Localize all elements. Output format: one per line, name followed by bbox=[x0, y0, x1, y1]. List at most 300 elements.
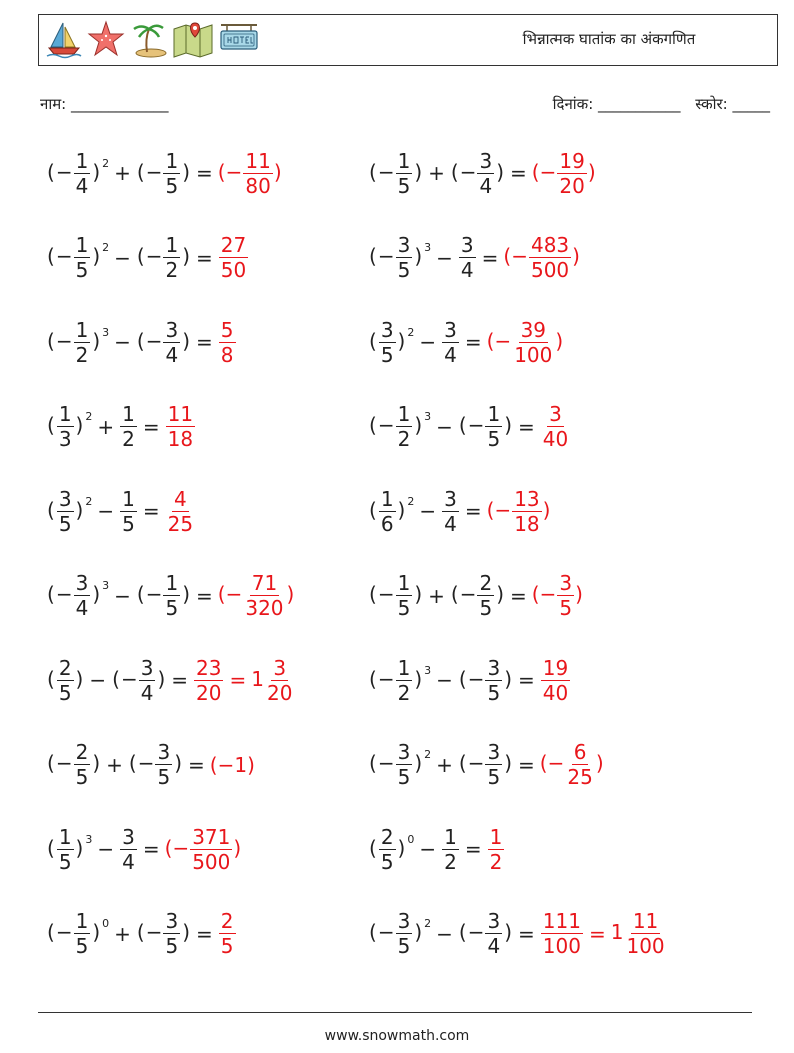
denominator: 50 bbox=[220, 258, 247, 282]
open-paren: ( bbox=[458, 666, 467, 691]
operator: + bbox=[428, 583, 445, 608]
operator: − bbox=[436, 414, 453, 439]
denominator: 3 bbox=[58, 427, 72, 451]
fraction bbox=[396, 655, 413, 705]
close-paren: ) bbox=[75, 835, 84, 860]
fraction bbox=[541, 911, 583, 956]
operator: − bbox=[419, 499, 437, 523]
term bbox=[136, 911, 191, 956]
close-paren: ) bbox=[496, 582, 505, 606]
denominator: 5 bbox=[397, 173, 411, 198]
fraction bbox=[120, 824, 137, 874]
hotel-sign-icon bbox=[217, 19, 261, 59]
close-paren: ) bbox=[414, 582, 423, 606]
term bbox=[368, 911, 431, 956]
numerator: 3 bbox=[444, 317, 457, 342]
numerator: 11 bbox=[245, 148, 271, 173]
denominator: 5 bbox=[58, 511, 72, 536]
term bbox=[458, 911, 513, 956]
term bbox=[136, 148, 191, 198]
fraction bbox=[74, 911, 91, 956]
denominator: 25 bbox=[567, 765, 593, 789]
minus-sign: − bbox=[55, 159, 73, 184]
numerator: 11 bbox=[167, 402, 194, 426]
numerator: 3 bbox=[479, 148, 493, 173]
problem-3 bbox=[46, 228, 249, 288]
term bbox=[46, 317, 110, 367]
open-paren: ( bbox=[539, 751, 548, 775]
equals-sign: = bbox=[518, 668, 535, 692]
close-paren: ) bbox=[542, 497, 551, 522]
close-paren: ) bbox=[504, 751, 513, 775]
close-paren: ) bbox=[414, 159, 423, 184]
fraction bbox=[396, 742, 413, 787]
numerator: 371 bbox=[192, 824, 231, 849]
numerator: 1 bbox=[489, 824, 503, 849]
operator: − bbox=[97, 837, 115, 861]
open-paren: ( bbox=[47, 751, 55, 775]
open-paren: ( bbox=[450, 159, 459, 184]
problem-20 bbox=[368, 904, 668, 964]
term bbox=[368, 235, 431, 280]
exponent: 0 bbox=[102, 917, 110, 930]
open-paren: ( bbox=[369, 920, 377, 944]
answer bbox=[540, 911, 584, 956]
equals-sign: = bbox=[464, 837, 482, 861]
numerator: 23 bbox=[196, 655, 222, 680]
exponent: 3 bbox=[102, 325, 110, 339]
fraction bbox=[163, 235, 180, 280]
exponent: 2 bbox=[407, 494, 415, 508]
numerator: 1 bbox=[165, 233, 179, 257]
denominator: 18 bbox=[514, 511, 540, 536]
numerator: 3 bbox=[559, 571, 573, 595]
minus-sign: − bbox=[145, 920, 163, 944]
operator: − bbox=[97, 499, 115, 523]
exponent: 2 bbox=[407, 325, 415, 339]
operator: + bbox=[114, 161, 131, 185]
fraction bbox=[442, 486, 459, 536]
denominator: 100 bbox=[514, 342, 553, 367]
fraction bbox=[529, 235, 571, 280]
exponent: 3 bbox=[424, 663, 432, 677]
close-paren: ) bbox=[92, 159, 101, 184]
close-paren: ) bbox=[504, 920, 513, 944]
denominator: 5 bbox=[165, 173, 179, 198]
open-paren: ( bbox=[47, 920, 55, 944]
denominator: 20 bbox=[559, 173, 585, 198]
operator: + bbox=[114, 921, 131, 946]
numerator: 11 bbox=[632, 909, 659, 933]
minus-sign: − bbox=[377, 582, 395, 606]
close-paren: ) bbox=[92, 328, 101, 353]
numerator: 3 bbox=[75, 571, 89, 595]
numerator: 5 bbox=[220, 317, 234, 342]
open-paren: ( bbox=[136, 920, 145, 944]
problem-6 bbox=[368, 312, 563, 372]
close-paren: ) bbox=[414, 244, 423, 268]
numerator: 27 bbox=[220, 233, 247, 257]
answer bbox=[165, 404, 196, 449]
fraction bbox=[396, 911, 413, 956]
operator: − bbox=[114, 330, 131, 354]
denominator: 5 bbox=[75, 934, 89, 958]
problem-13 bbox=[46, 650, 295, 710]
fraction bbox=[488, 824, 505, 874]
denominator: 4 bbox=[444, 342, 457, 367]
denominator: 5 bbox=[397, 258, 411, 282]
denominator: 5 bbox=[157, 765, 171, 789]
fraction bbox=[219, 235, 248, 280]
term bbox=[458, 235, 477, 280]
close-paren: ) bbox=[414, 666, 423, 691]
equals-sign: = bbox=[171, 668, 189, 692]
close-paren: ) bbox=[92, 751, 101, 775]
problem-16 bbox=[368, 735, 604, 795]
worksheet-header bbox=[38, 14, 778, 66]
open-paren: ( bbox=[369, 835, 377, 860]
answer bbox=[532, 573, 583, 618]
numerator: 2 bbox=[380, 824, 394, 849]
problem-17 bbox=[46, 819, 241, 879]
answer bbox=[540, 655, 571, 705]
denominator: 5 bbox=[380, 849, 394, 874]
fraction bbox=[190, 824, 232, 874]
equals-sign: = bbox=[481, 245, 499, 270]
exponent: 3 bbox=[424, 241, 432, 254]
denominator: 5 bbox=[165, 934, 179, 958]
fraction bbox=[541, 655, 570, 705]
numerator: 1 bbox=[397, 655, 411, 680]
fraction bbox=[396, 235, 413, 280]
minus-sign: − bbox=[225, 582, 243, 606]
fraction bbox=[485, 655, 502, 705]
fraction bbox=[477, 573, 494, 618]
numerator: 1 bbox=[122, 486, 135, 511]
minus-sign: − bbox=[225, 159, 243, 184]
term bbox=[46, 655, 84, 705]
footer-url: www.snowmath.com bbox=[324, 1028, 470, 1044]
denominator: 100 bbox=[542, 934, 581, 958]
minus-sign: − bbox=[547, 751, 565, 775]
equals-sign: = bbox=[518, 921, 535, 946]
open-paren: ( bbox=[47, 666, 55, 691]
denominator: 2 bbox=[489, 849, 503, 874]
denominator: 4 bbox=[75, 173, 89, 198]
operator: − bbox=[114, 583, 131, 608]
fraction bbox=[57, 655, 74, 705]
fraction bbox=[57, 404, 74, 449]
numerator: 1 bbox=[58, 402, 72, 426]
open-paren: ( bbox=[369, 666, 377, 691]
term bbox=[111, 655, 166, 705]
denominator: 20 bbox=[266, 680, 293, 705]
term bbox=[450, 573, 505, 618]
fraction bbox=[477, 148, 494, 198]
numerator: 3 bbox=[444, 486, 457, 511]
exponent: 2 bbox=[424, 748, 432, 761]
term bbox=[119, 824, 138, 874]
close-paren: ) bbox=[92, 920, 101, 944]
exponent: 2 bbox=[102, 156, 110, 170]
denominator: 5 bbox=[75, 258, 89, 282]
exponent: 3 bbox=[85, 832, 93, 846]
term bbox=[46, 148, 110, 198]
answer bbox=[164, 824, 242, 874]
fraction bbox=[163, 317, 180, 367]
answer bbox=[540, 742, 604, 787]
numerator: 3 bbox=[165, 909, 179, 933]
operator: − bbox=[114, 245, 131, 270]
open-paren: ( bbox=[136, 582, 145, 606]
fraction bbox=[379, 824, 396, 874]
numerator: 483 bbox=[530, 233, 570, 257]
fraction bbox=[557, 148, 586, 198]
minus-sign: − bbox=[459, 582, 477, 606]
denominator: 5 bbox=[58, 680, 72, 705]
minus-sign: − bbox=[459, 159, 477, 184]
answer bbox=[540, 404, 571, 449]
exponent: 2 bbox=[85, 410, 93, 423]
close-paren: ) bbox=[587, 159, 596, 184]
exponent: 2 bbox=[85, 494, 93, 508]
fraction bbox=[120, 486, 137, 536]
fraction bbox=[74, 742, 91, 787]
numerator: 19 bbox=[542, 655, 569, 680]
date-field: दिनांक: ___________ bbox=[552, 95, 681, 113]
close-paren: ) bbox=[75, 497, 84, 522]
minus-sign: − bbox=[55, 920, 73, 944]
term bbox=[128, 742, 183, 787]
worksheet-title: भिन्नात्मक घातांक का अंकगणित bbox=[522, 30, 696, 48]
denominator: 2 bbox=[75, 342, 89, 367]
numerator: 3 bbox=[157, 740, 171, 764]
numerator: 1 bbox=[122, 402, 135, 426]
numerator: 3 bbox=[273, 655, 287, 680]
fraction bbox=[485, 404, 502, 449]
denominator: 100 bbox=[626, 934, 665, 958]
fraction bbox=[243, 573, 285, 618]
open-paren: ( bbox=[47, 328, 55, 353]
term bbox=[368, 742, 431, 787]
numerator: 3 bbox=[397, 740, 411, 764]
open-paren: ( bbox=[450, 582, 459, 606]
equals-sign: = bbox=[196, 245, 213, 270]
close-paren: ) bbox=[92, 582, 101, 606]
close-paren: ) bbox=[286, 582, 295, 606]
equals-sign: = bbox=[188, 752, 205, 777]
open-paren: ( bbox=[217, 159, 226, 184]
denominator: 4 bbox=[122, 849, 135, 874]
denominator: 320 bbox=[245, 596, 284, 620]
term bbox=[136, 317, 191, 367]
open-paren: ( bbox=[47, 835, 55, 860]
problem-11 bbox=[46, 566, 294, 626]
minus-sign: − bbox=[55, 328, 73, 353]
minus-sign: − bbox=[172, 835, 190, 860]
numerator: 19 bbox=[559, 148, 585, 173]
numerator: 3 bbox=[122, 824, 135, 849]
term bbox=[458, 742, 513, 787]
equals-sign-answer: = bbox=[588, 921, 606, 946]
problem-1 bbox=[46, 143, 282, 203]
term bbox=[46, 911, 109, 956]
close-paren: ) bbox=[75, 413, 84, 437]
operator: + bbox=[106, 752, 123, 777]
problem-2 bbox=[368, 143, 596, 203]
denominator: 2 bbox=[122, 427, 135, 451]
fraction bbox=[557, 573, 574, 618]
minus-sign: − bbox=[145, 328, 163, 353]
denominator: 2 bbox=[397, 680, 411, 705]
numerator: 1 bbox=[397, 571, 411, 595]
fraction bbox=[396, 404, 413, 449]
starfish-icon bbox=[85, 19, 127, 59]
problem-7 bbox=[46, 397, 196, 457]
minus-sign: − bbox=[145, 244, 163, 268]
exponent: 3 bbox=[424, 410, 432, 423]
close-paren: ) bbox=[575, 582, 583, 606]
denominator: 5 bbox=[122, 511, 135, 536]
denominator: 5 bbox=[487, 680, 501, 705]
close-paren: ) bbox=[504, 413, 513, 437]
problem-10 bbox=[368, 481, 550, 541]
minus-sign: − bbox=[55, 244, 73, 268]
fraction bbox=[219, 911, 236, 956]
answer bbox=[217, 148, 282, 198]
denominator: 8 bbox=[220, 342, 234, 367]
open-paren: ( bbox=[136, 328, 145, 353]
numerator: 3 bbox=[165, 317, 179, 342]
equals-sign: = bbox=[464, 499, 482, 523]
equals-sign: = bbox=[510, 161, 527, 185]
denominator: 25 bbox=[167, 511, 194, 536]
numerator: 13 bbox=[514, 486, 540, 511]
exponent: 2 bbox=[102, 241, 110, 254]
denominator: 5 bbox=[479, 596, 493, 620]
numerator: 2 bbox=[220, 909, 234, 933]
equals-sign: = bbox=[142, 414, 160, 439]
answer bbox=[487, 824, 506, 874]
term bbox=[450, 148, 505, 198]
exponent: 2 bbox=[424, 917, 432, 930]
fraction bbox=[74, 235, 91, 280]
name-field: नाम: _____________ bbox=[40, 95, 169, 113]
numerator: 3 bbox=[549, 402, 562, 426]
denominator: 20 bbox=[196, 680, 222, 705]
denominator: 5 bbox=[487, 765, 501, 789]
term bbox=[46, 486, 93, 536]
numerator: 1 bbox=[75, 317, 89, 342]
minus-sign: − bbox=[467, 413, 485, 437]
close-paren: ) bbox=[233, 835, 242, 860]
fraction bbox=[459, 235, 476, 280]
close-paren: ) bbox=[397, 835, 406, 860]
minus-sign: − bbox=[377, 920, 395, 944]
fraction bbox=[163, 573, 180, 618]
numerator: 1 bbox=[165, 571, 179, 595]
open-paren: ( bbox=[369, 328, 377, 353]
close-paren: ) bbox=[555, 328, 564, 353]
numerator: 3 bbox=[140, 655, 154, 680]
denominator: 80 bbox=[245, 173, 271, 198]
close-paren: ) bbox=[273, 159, 282, 184]
numerator: 1 bbox=[397, 148, 411, 173]
open-paren: ( bbox=[128, 751, 137, 775]
open-paren: ( bbox=[47, 159, 55, 184]
term bbox=[368, 317, 415, 367]
fraction bbox=[485, 742, 502, 787]
minus-sign: − bbox=[467, 920, 485, 944]
term bbox=[458, 655, 513, 705]
answer bbox=[531, 148, 596, 198]
denominator: 5 bbox=[397, 934, 411, 958]
answer: (−1) bbox=[209, 752, 255, 777]
minus-sign: − bbox=[494, 497, 512, 522]
minus-sign: − bbox=[145, 582, 163, 606]
numerator: 1 bbox=[58, 824, 72, 849]
close-paren: ) bbox=[414, 413, 423, 437]
denominator: 5 bbox=[220, 934, 234, 958]
minus-sign: − bbox=[377, 666, 395, 691]
numerator: 3 bbox=[460, 233, 474, 257]
denominator: 5 bbox=[397, 596, 411, 620]
problem-8 bbox=[368, 397, 571, 457]
open-paren: ( bbox=[369, 582, 377, 606]
numerator: 4 bbox=[173, 486, 187, 511]
fraction bbox=[379, 486, 396, 536]
numerator: 3 bbox=[487, 655, 501, 680]
denominator: 40 bbox=[542, 427, 569, 451]
term bbox=[441, 824, 460, 874]
fraction bbox=[565, 742, 594, 787]
open-paren: ( bbox=[369, 159, 377, 184]
fraction bbox=[485, 911, 502, 956]
denominator: 2 bbox=[165, 258, 179, 282]
operator: − bbox=[436, 245, 453, 270]
answer bbox=[193, 655, 224, 705]
numerator: 111 bbox=[542, 909, 581, 933]
minus-sign: − bbox=[137, 751, 155, 775]
problem-12 bbox=[368, 566, 583, 626]
date-score-fields bbox=[543, 94, 770, 114]
open-paren: ( bbox=[136, 159, 145, 184]
denominator: 4 bbox=[140, 680, 154, 705]
numerator: 3 bbox=[58, 486, 72, 511]
exponent: 3 bbox=[102, 579, 110, 592]
fraction bbox=[57, 486, 74, 536]
header-icons bbox=[45, 19, 261, 59]
close-paren: ) bbox=[572, 244, 580, 268]
fraction bbox=[243, 148, 272, 198]
answer bbox=[503, 235, 580, 280]
footer-divider bbox=[38, 1012, 752, 1013]
open-paren: ( bbox=[486, 497, 495, 522]
open-paren: ( bbox=[458, 920, 467, 944]
minus-sign: − bbox=[467, 751, 485, 775]
equals-sign: = bbox=[518, 752, 535, 777]
equals-sign-answer: = bbox=[229, 668, 247, 692]
operator: − bbox=[436, 668, 453, 692]
open-paren: ( bbox=[47, 413, 55, 437]
problem-9 bbox=[46, 481, 196, 541]
term bbox=[46, 404, 92, 449]
close-paren: ) bbox=[397, 328, 406, 353]
denominator: 5 bbox=[487, 427, 501, 451]
fraction bbox=[57, 824, 74, 874]
numerator: 2 bbox=[58, 655, 72, 680]
answer bbox=[218, 235, 249, 280]
